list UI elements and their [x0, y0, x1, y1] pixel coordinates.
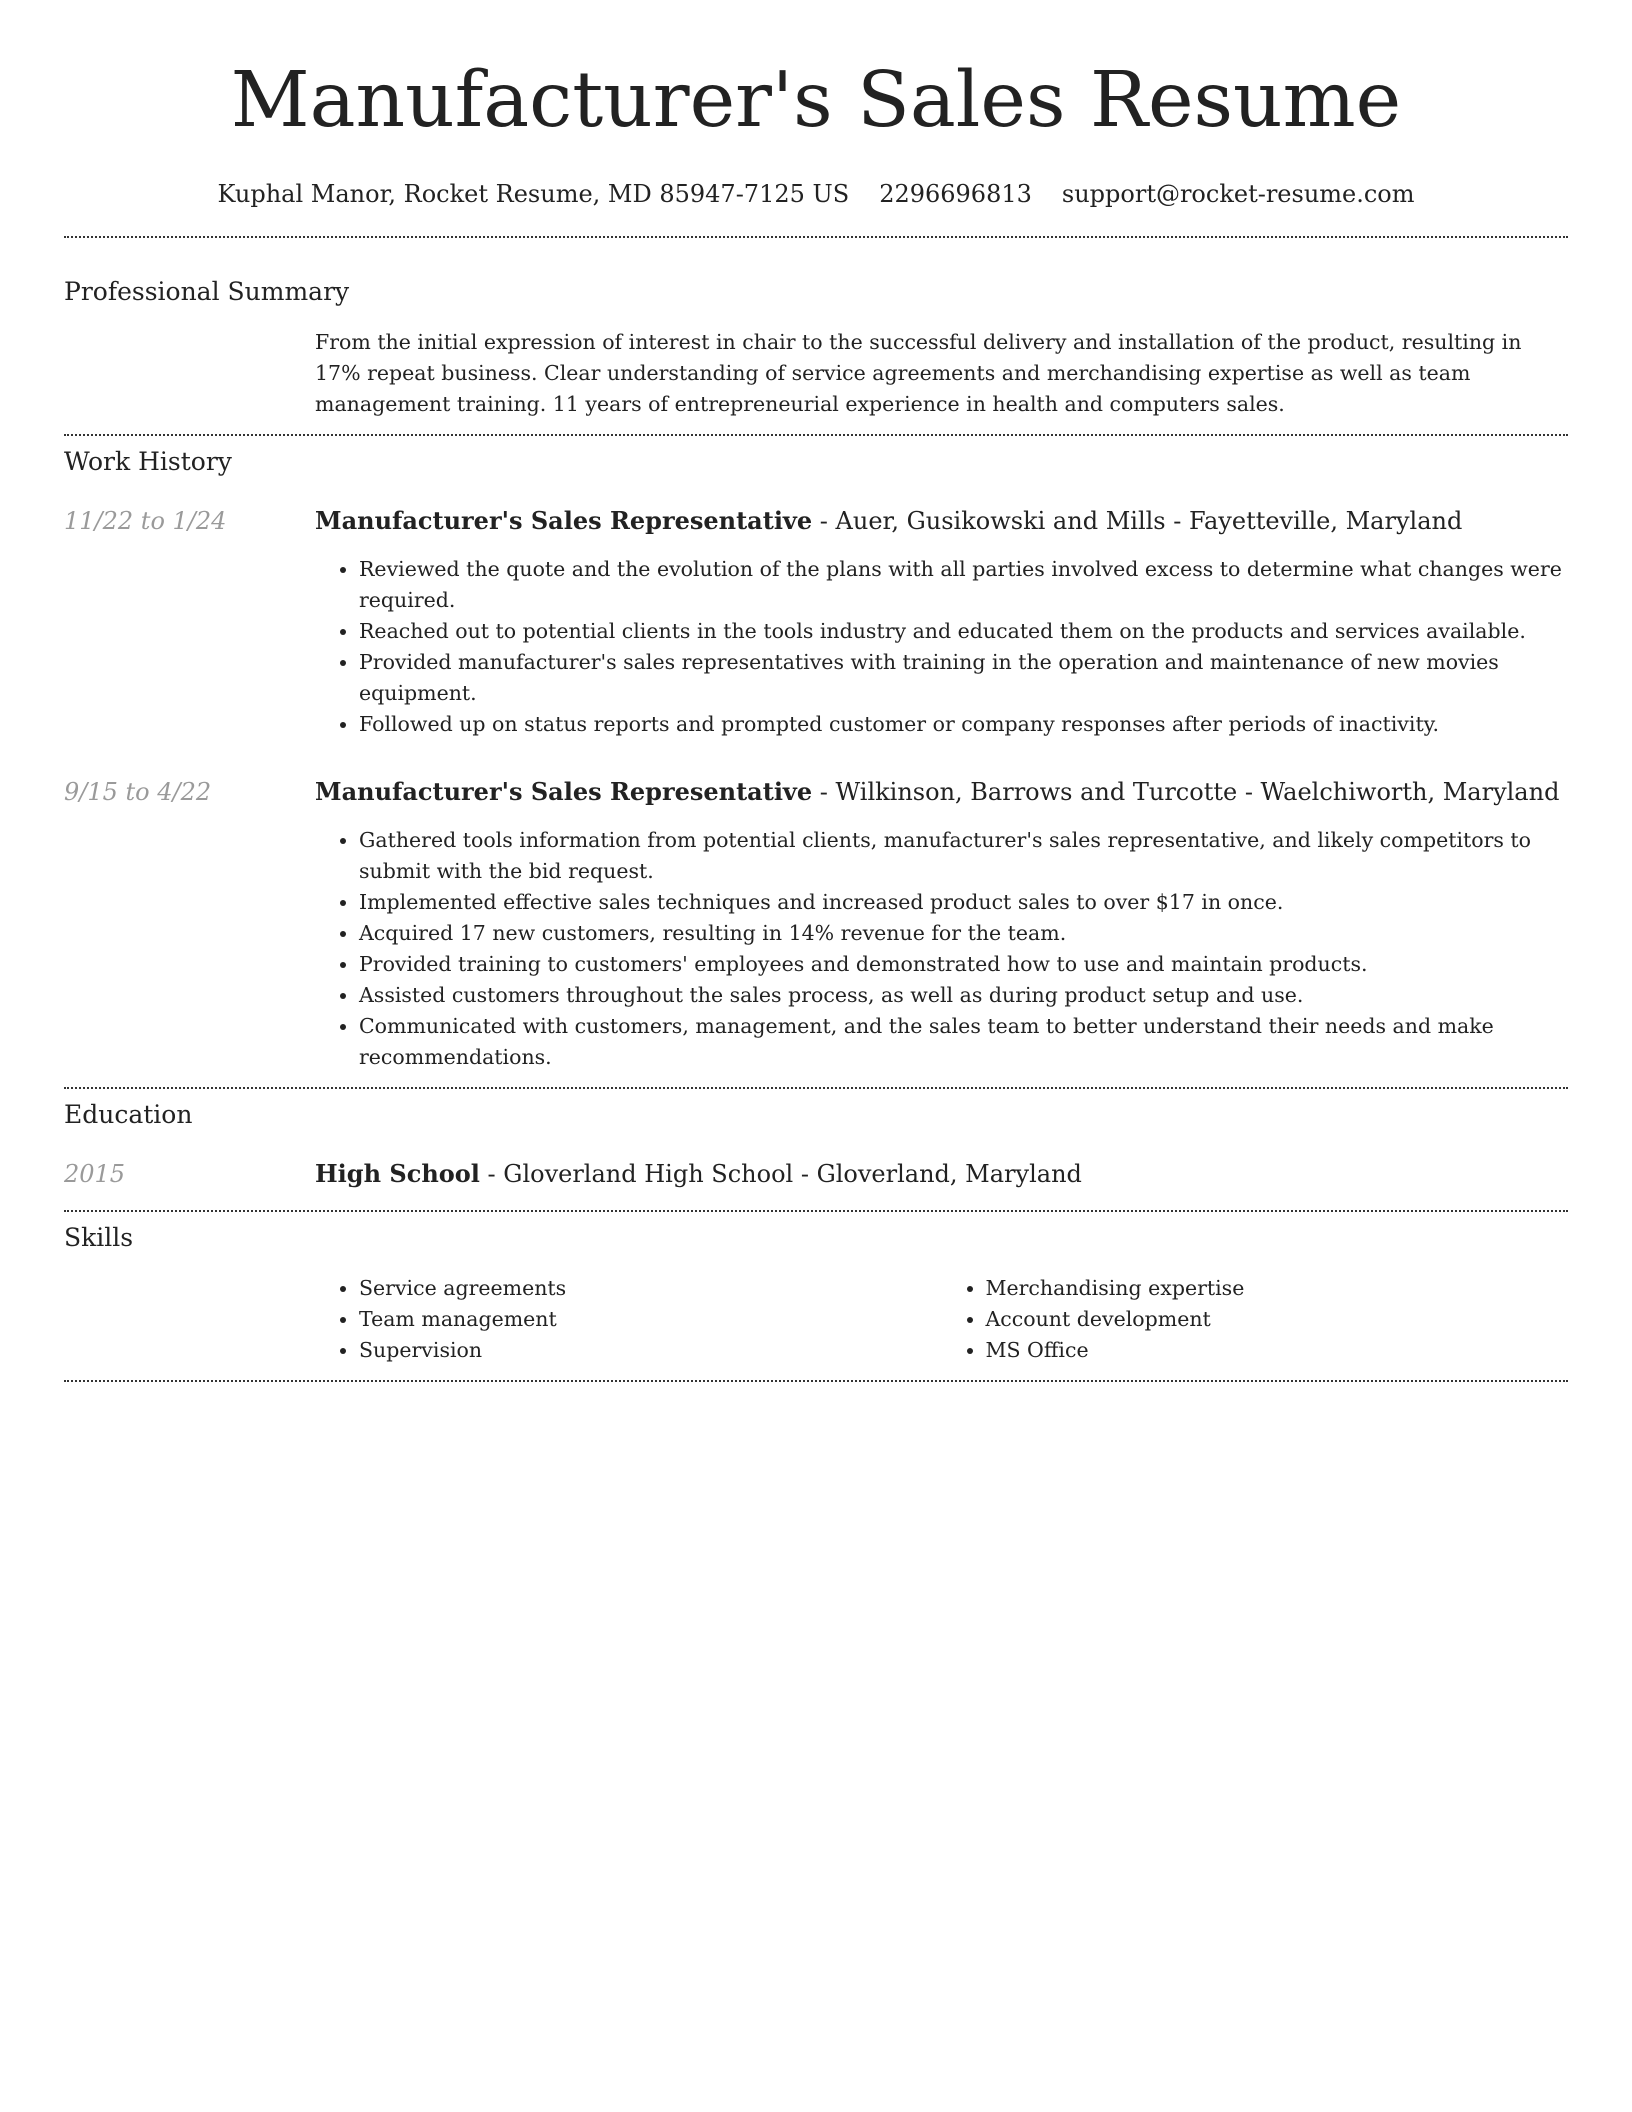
job-heading: [315, 505, 1568, 537]
job-dates: 9/15 to 4/22: [64, 778, 212, 806]
skills-section: [64, 1273, 1568, 1366]
job-role: Manufacturer's Sales Representative: [315, 777, 813, 806]
skill-item: • Account development: [986, 1304, 1569, 1335]
contact-line: [64, 178, 1568, 210]
skill-item: • Team management: [359, 1304, 942, 1335]
skills-list-right: [942, 1273, 1569, 1366]
job-dates: 11/22 to 1/24: [64, 507, 227, 535]
work-history-heading: Work History: [64, 447, 232, 476]
job-role: Manufacturer's Sales Representative: [315, 506, 813, 535]
skill-item: • MS Office: [986, 1335, 1569, 1366]
job-entry: [64, 505, 1568, 740]
resume-title: Manufacturer's Sales Resume: [230, 56, 1402, 145]
job-heading: [315, 776, 1568, 808]
job-bullet: • Acquired 17 new customers, resulting in 14% revenue for the team.: [359, 918, 1568, 949]
education-school-location: - Gloverland High School - Gloverland, Maryland: [479, 1160, 1082, 1188]
job-bullet: • Implemented effective sales techniques and increased product sales to over $17 in once.: [359, 887, 1568, 918]
job-bullets: [315, 825, 1568, 1073]
skill-item: • Service agreements: [359, 1273, 942, 1304]
section-divider: [64, 236, 1568, 238]
summary-section: [64, 327, 1568, 420]
skill-item: • Supervision: [359, 1335, 942, 1366]
job-company-location: - Auer, Gusikowski and Mills - Fayetteville, Maryland: [812, 507, 1463, 535]
job-bullet: • Communicated with customers, management, and the sales team to better understand their needs and make recommendations.: [359, 1011, 1568, 1073]
job-bullet: • Gathered tools information from potential clients, manufacturer's sales representative, and likely competitors to submit with the bid request.: [359, 825, 1568, 887]
section-divider: [64, 434, 1568, 436]
education-year: 2015: [64, 1160, 126, 1188]
skills-heading: Skills: [64, 1223, 134, 1252]
summary-heading: Professional Summary: [64, 277, 350, 306]
contact-address: Kuphal Manor, Rocket Resume, MD 85947-7125 US: [217, 180, 850, 208]
resume-page: [64, 0, 1568, 1382]
section-divider: [64, 1210, 1568, 1212]
job-bullet: • Followed up on status reports and prompted customer or company responses after periods of inactivity.: [359, 709, 1568, 740]
contact-email: support@rocket-resume.com: [1061, 180, 1415, 208]
job-bullet: • Reached out to potential clients in the tools industry and educated them on the products and services available.: [359, 616, 1568, 647]
education-degree: High School: [315, 1159, 480, 1188]
education-heading-line: [315, 1158, 1568, 1190]
skills-list-left: [315, 1273, 942, 1366]
skill-item: • Merchandising expertise: [986, 1273, 1569, 1304]
job-entry: [64, 776, 1568, 1073]
job-bullet: • Reviewed the quote and the evolution of the plans with all parties involved excess to determine what changes were required.: [359, 554, 1568, 616]
contact-phone: 2296696813: [879, 180, 1032, 208]
job-bullet: • Assisted customers throughout the sales process, as well as during product setup and use.: [359, 980, 1568, 1011]
section-divider: [64, 1087, 1568, 1089]
education-entry: [64, 1158, 1568, 1190]
job-bullets: [315, 554, 1568, 740]
summary-text: From the initial expression of interest in chair to the successful delivery and installation of the product, resulting in 17% repeat business. Clear understanding of service agreements and merchandising expertise as well as team management training. 11 years of entrepreneurial experience in health and computers sales.: [315, 330, 1522, 416]
section-divider: [64, 1380, 1568, 1382]
education-heading: Education: [64, 1100, 193, 1129]
job-bullet: • Provided manufacturer's sales representatives with training in the operation and maintenance of new movies equipment.: [359, 647, 1568, 709]
job-bullet: • Provided training to customers' employees and demonstrated how to use and maintain products.: [359, 949, 1568, 980]
job-company-location: - Wilkinson, Barrows and Turcotte - Waelchiworth, Maryland: [812, 778, 1560, 806]
